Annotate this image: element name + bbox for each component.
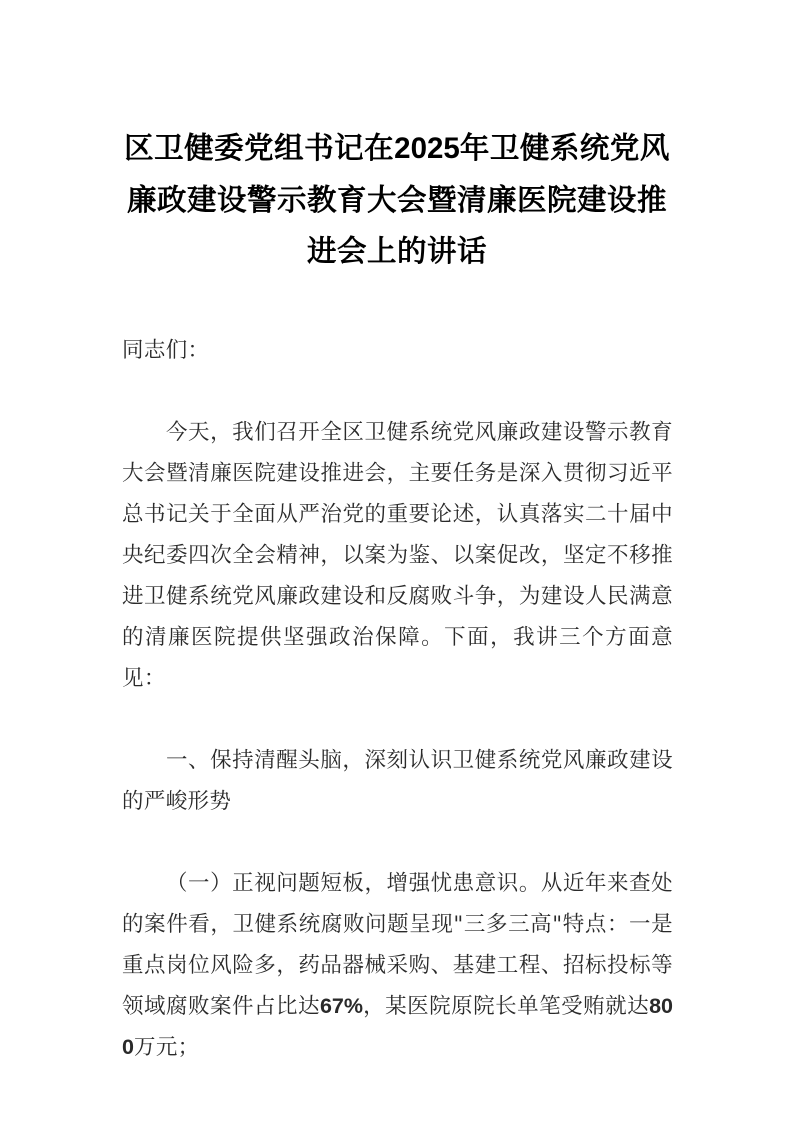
stat-bribe-amount: 800 bbox=[122, 994, 673, 1059]
stat-corruption-case-percent: 67% bbox=[319, 994, 363, 1018]
subsection-text-part-3: 万元； bbox=[133, 1035, 200, 1060]
section-heading-one: 一、保持清醒头脑，深刻认识卫健系统党风廉政建设的严峻形势 bbox=[122, 748, 673, 814]
spacer-after-intro bbox=[122, 699, 673, 740]
title-year: 2025 bbox=[394, 132, 460, 165]
document-title bbox=[118, 122, 676, 276]
subsection-text-part-2: ，某医院原院长单笔受贿就达 bbox=[363, 994, 650, 1019]
subsection-paragraph-one bbox=[122, 863, 673, 1068]
subsection-text-part-1: （一）正视问题短板，增强忧患意识。从近年来查处的案件看，卫健系统腐败问题呈现"三多三高"特点：一是重点岗位风险多，药品器械采购、基建工程、招标投标等领域腐败案件占比达 bbox=[122, 871, 673, 1019]
document-body bbox=[122, 330, 673, 1068]
title-text-after-year: 年卫健系统党风廉政建设警示教育大会暨清廉医院建设推进会上的讲话 bbox=[126, 130, 670, 268]
salutation: 同志们： bbox=[122, 338, 210, 363]
spacer-after-salutation bbox=[122, 371, 673, 412]
intro-paragraph: 今天，我们召开全区卫健系统党风廉政建设警示教育大会暨清廉医院建设推进会，主要任务是深入贯彻习近平总书记关于全面从严治党的重要论述，认真落实二十届中央纪委四次全会精神，以案为鉴、以案促改，坚定不移推进卫健系统党风廉政建设和反腐败斗争，为建设人民满意的清廉医院提供坚强政治保障。下面，我讲三个方面意见： bbox=[122, 420, 673, 691]
title-text-before-year: 区卫健委党组书记在 bbox=[124, 130, 395, 165]
spacer-after-heading bbox=[122, 822, 673, 863]
